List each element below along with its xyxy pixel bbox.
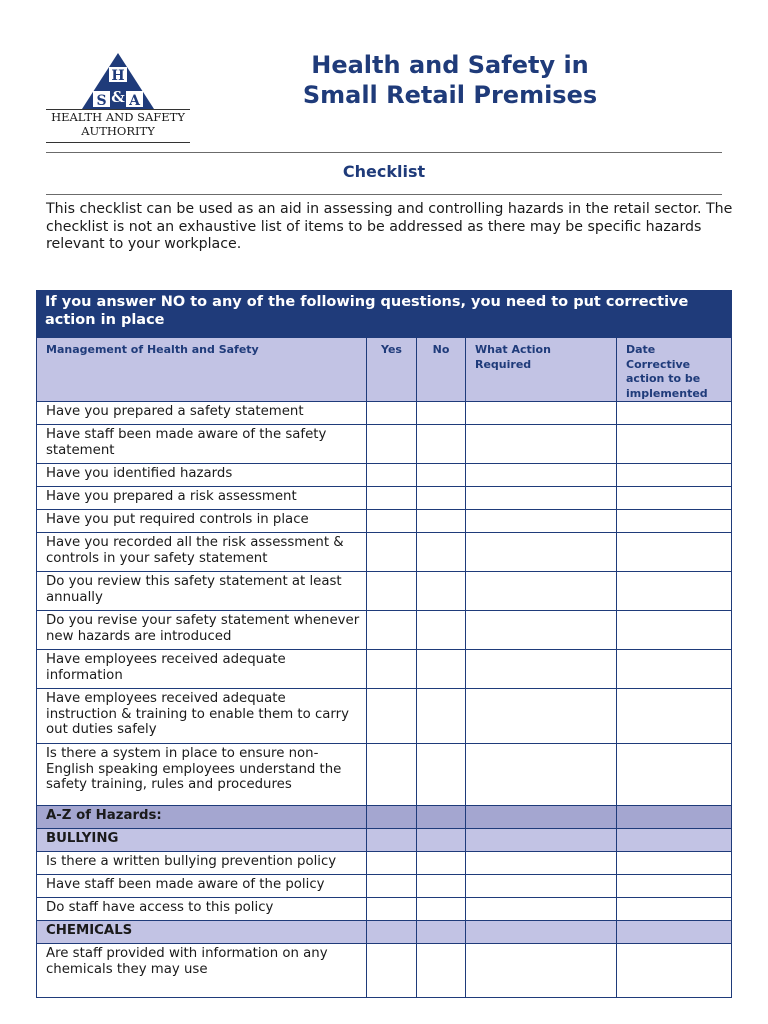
action-cell[interactable] xyxy=(466,611,617,650)
section-row-bullying xyxy=(37,829,732,852)
logo-letter-h: H xyxy=(111,68,125,84)
date-cell[interactable] xyxy=(617,898,732,921)
instruction-banner: If you answer NO to any of the following questions, you need to put corrective action in place xyxy=(37,291,732,338)
action-cell[interactable] xyxy=(466,875,617,898)
no-cell[interactable] xyxy=(417,852,466,875)
no-cell[interactable] xyxy=(417,898,466,921)
yes-cell[interactable] xyxy=(367,402,417,425)
logo-ampersand: & xyxy=(111,88,125,106)
date-cell[interactable] xyxy=(617,944,732,998)
yes-cell[interactable] xyxy=(367,898,417,921)
action-cell[interactable] xyxy=(466,533,617,572)
table-row xyxy=(37,875,732,898)
table-row xyxy=(37,425,732,464)
col-header-action: What Action Required xyxy=(466,338,617,402)
intro-paragraph: This checklist can be used as an aid in assessing and controlling hazards in the retail sector. The checklist is not an exhaustive list of items to be addressed as there may be specific hazards relevant to your workplace. xyxy=(46,201,733,252)
logo-letter-a: A xyxy=(129,93,140,109)
logo-letter-s: S xyxy=(96,93,107,109)
question-text: Is there a system in place to ensure non-English speaking employees understand the safety training, rules and procedures xyxy=(37,744,367,806)
date-cell[interactable] xyxy=(617,611,732,650)
divider-top xyxy=(46,152,722,153)
question-text: Have you prepared a safety statement xyxy=(37,402,367,425)
action-cell[interactable] xyxy=(466,572,617,611)
date-cell[interactable] xyxy=(617,572,732,611)
action-cell[interactable] xyxy=(466,464,617,487)
date-cell[interactable] xyxy=(617,425,732,464)
action-cell[interactable] xyxy=(466,852,617,875)
action-cell[interactable] xyxy=(466,898,617,921)
action-cell[interactable] xyxy=(466,425,617,464)
table-row xyxy=(37,689,732,744)
question-text: Are staff provided with information on any chemicals they may use xyxy=(37,944,367,998)
table-row xyxy=(37,944,732,998)
question-text: Have you recorded all the risk assessment & controls in your safety statement xyxy=(37,533,367,572)
table-row xyxy=(37,510,732,533)
logo-org-line1: HEALTH AND SAFETY xyxy=(51,110,185,124)
no-cell[interactable] xyxy=(417,487,466,510)
question-text: Is there a written bullying prevention policy xyxy=(37,852,367,875)
action-cell[interactable] xyxy=(466,402,617,425)
yes-cell[interactable] xyxy=(367,689,417,744)
question-text: Have you identified hazards xyxy=(37,464,367,487)
date-cell[interactable] xyxy=(617,650,732,689)
no-cell[interactable] xyxy=(417,875,466,898)
yes-cell[interactable] xyxy=(367,744,417,806)
date-cell[interactable] xyxy=(617,510,732,533)
yes-cell[interactable] xyxy=(367,464,417,487)
no-cell[interactable] xyxy=(417,464,466,487)
yes-cell[interactable] xyxy=(367,650,417,689)
chemicals-heading: CHEMICALS xyxy=(37,921,367,944)
table-row xyxy=(37,572,732,611)
date-cell[interactable] xyxy=(617,875,732,898)
yes-cell[interactable] xyxy=(367,487,417,510)
logo-org-line2: AUTHORITY xyxy=(81,124,155,138)
no-cell[interactable] xyxy=(417,510,466,533)
hsa-logo xyxy=(44,52,192,148)
col-header-yes: Yes xyxy=(367,338,417,402)
page-title xyxy=(250,50,650,110)
no-cell[interactable] xyxy=(417,744,466,806)
yes-cell[interactable] xyxy=(367,572,417,611)
yes-cell[interactable] xyxy=(367,875,417,898)
date-cell[interactable] xyxy=(617,487,732,510)
yes-cell[interactable] xyxy=(367,510,417,533)
section-row-chemicals xyxy=(37,921,732,944)
yes-cell[interactable] xyxy=(367,425,417,464)
no-cell[interactable] xyxy=(417,572,466,611)
question-text: Have employees received adequate instruction & training to enable them to carry out duties safely xyxy=(37,689,367,744)
question-text: Have staff been made aware of the policy xyxy=(37,875,367,898)
banner-row xyxy=(37,291,732,338)
no-cell[interactable] xyxy=(417,689,466,744)
table-row xyxy=(37,487,732,510)
section-row-az xyxy=(37,806,732,829)
action-cell[interactable] xyxy=(466,944,617,998)
action-cell[interactable] xyxy=(466,650,617,689)
question-text: Have employees received adequate information xyxy=(37,650,367,689)
no-cell[interactable] xyxy=(417,611,466,650)
date-cell[interactable] xyxy=(617,852,732,875)
logo-rule-bottom xyxy=(46,142,190,143)
checklist-table xyxy=(36,290,732,998)
table-row xyxy=(37,898,732,921)
no-cell[interactable] xyxy=(417,425,466,464)
table-row xyxy=(37,744,732,806)
az-hazards-heading: A-Z of Hazards: xyxy=(37,806,367,829)
question-text: Do staff have access to this policy xyxy=(37,898,367,921)
date-cell[interactable] xyxy=(617,464,732,487)
page-title-line2: Small Retail Premises xyxy=(302,81,598,109)
checklist-heading: Checklist xyxy=(342,162,426,181)
table-row xyxy=(37,650,732,689)
no-cell[interactable] xyxy=(417,650,466,689)
action-cell[interactable] xyxy=(466,689,617,744)
no-cell[interactable] xyxy=(417,944,466,998)
action-cell[interactable] xyxy=(466,744,617,806)
bullying-heading: BULLYING xyxy=(37,829,367,852)
col-header-no: No xyxy=(417,338,466,402)
yes-cell[interactable] xyxy=(367,611,417,650)
column-header-row xyxy=(37,338,732,402)
page-title-line1: Health and Safety in xyxy=(311,51,589,79)
question-text: Do you revise your safety statement whenever new hazards are introduced xyxy=(37,611,367,650)
logo-org-name xyxy=(44,110,192,138)
yes-cell[interactable] xyxy=(367,944,417,998)
table-row xyxy=(37,464,732,487)
no-cell[interactable] xyxy=(417,533,466,572)
date-cell[interactable] xyxy=(617,533,732,572)
hsa-triangle-logo-icon xyxy=(80,52,156,110)
question-text: Have staff been made aware of the safety statement xyxy=(37,425,367,464)
table-row xyxy=(37,852,732,875)
question-text: Do you review this safety statement at least annually xyxy=(37,572,367,611)
action-cell[interactable] xyxy=(466,510,617,533)
date-cell[interactable] xyxy=(617,689,732,744)
no-cell[interactable] xyxy=(417,402,466,425)
col-header-management: Management of Health and Safety xyxy=(37,338,367,402)
action-cell[interactable] xyxy=(466,487,617,510)
table-row xyxy=(37,533,732,572)
yes-cell[interactable] xyxy=(367,533,417,572)
table-row xyxy=(37,611,732,650)
date-cell[interactable] xyxy=(617,402,732,425)
date-cell[interactable] xyxy=(617,744,732,806)
question-text: Have you prepared a risk assessment xyxy=(37,487,367,510)
question-text: Have you put required controls in place xyxy=(37,510,367,533)
table-row xyxy=(37,402,732,425)
divider-bottom xyxy=(46,194,722,195)
col-header-date: Date Corrective action to be implemented xyxy=(617,338,732,402)
yes-cell[interactable] xyxy=(367,852,417,875)
